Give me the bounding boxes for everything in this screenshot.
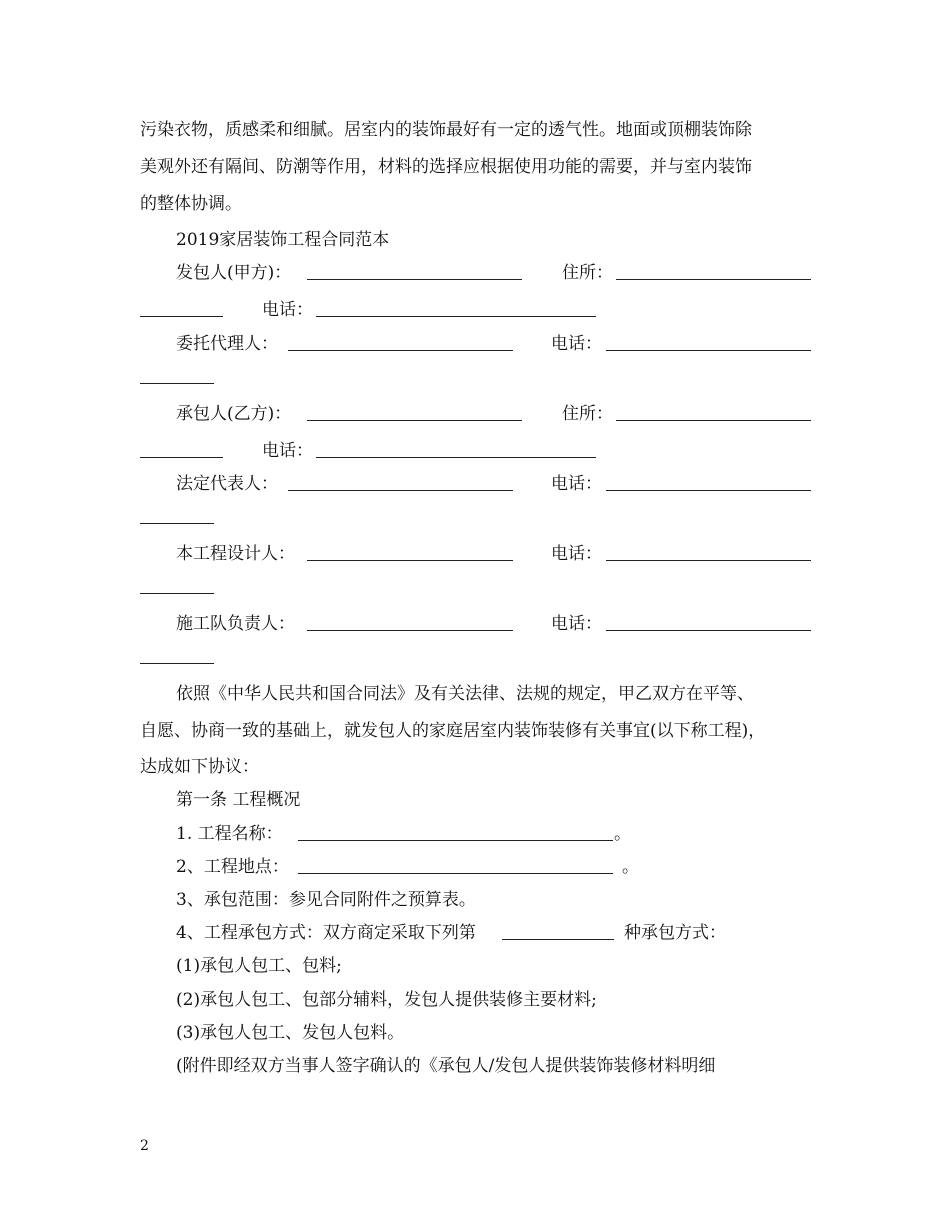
contractor-name-blank[interactable] — [307, 420, 522, 421]
option-line: (1)承包人包工、包料; — [176, 956, 342, 976]
option-line: (3)承包人包工、发包人包料。 — [176, 1023, 405, 1043]
project-location-blank[interactable] — [298, 873, 613, 874]
agent-phone-blank-cont[interactable] — [140, 383, 214, 384]
body-text-line: 污染衣物，质感柔和细腻。居室内的装饰最好有一定的透气性。地面或顶棚装饰除 — [140, 120, 752, 140]
designer-phone-blank[interactable] — [606, 560, 811, 561]
address-label: 住所： — [562, 263, 613, 283]
item-label: 2、工程地点： — [176, 857, 289, 877]
preamble-line: 自愿、协商一致的基础上，就发包人的家庭居室内装饰装修有关事宜(以下称工程)， — [140, 721, 766, 741]
contractor-label: 承包人(乙方)： — [176, 404, 292, 424]
client-address-blank-cont[interactable] — [140, 316, 223, 317]
preamble-line: 达成如下协议： — [140, 757, 259, 777]
client-address-blank[interactable] — [616, 279, 811, 280]
phone-label: 电话： — [551, 614, 602, 634]
designer-phone-blank-cont[interactable] — [140, 593, 214, 594]
client-phone-blank[interactable] — [316, 316, 596, 317]
annex-line: (附件即经双方当事人签字确认的《承包人/发包人提供装饰装修材料明细 — [176, 1056, 716, 1076]
contractor-address-blank[interactable] — [616, 420, 811, 421]
preamble-line: 依照《中华人民共和国合同法》及有关法律、法规的规定，甲乙双方在平等、 — [176, 684, 754, 704]
item-end: 。 — [622, 857, 639, 877]
legal-rep-phone-blank[interactable] — [606, 490, 811, 491]
phone-label: 电话： — [262, 441, 313, 461]
page-number: 2 — [140, 1138, 149, 1154]
phone-label: 电话： — [551, 334, 602, 354]
agent-phone-blank[interactable] — [606, 350, 811, 351]
item-scope: 3、承包范围：参见合同附件之预算表。 — [176, 890, 476, 910]
agent-label: 委托代理人： — [176, 334, 278, 354]
phone-label: 电话： — [551, 544, 602, 564]
agent-name-blank[interactable] — [288, 350, 513, 351]
option-line: (2)承包人包工、包部分辅料，发包人提供装修主要材料; — [176, 990, 597, 1010]
contractor-phone-blank[interactable] — [316, 457, 596, 458]
project-name-blank[interactable] — [298, 840, 613, 841]
item-label: 1. 工程名称： — [176, 824, 283, 844]
foreman-phone-blank-cont[interactable] — [140, 663, 214, 664]
item-end: 。 — [614, 824, 631, 844]
foreman-name-blank[interactable] — [307, 630, 513, 631]
contract-mode-blank[interactable] — [502, 939, 614, 940]
contractor-address-blank-cont[interactable] — [140, 457, 223, 458]
designer-label: 本工程设计人： — [176, 544, 295, 564]
foreman-phone-blank[interactable] — [606, 630, 811, 631]
client-name-blank[interactable] — [307, 279, 522, 280]
phone-label: 电话： — [551, 474, 602, 494]
contract-title: 2019家居装饰工程合同范本 — [176, 230, 390, 250]
legal-rep-name-blank[interactable] — [288, 490, 513, 491]
article-heading: 第一条 工程概况 — [176, 790, 301, 810]
legal-rep-phone-blank-cont[interactable] — [140, 523, 214, 524]
item-label: 4、工程承包方式：双方商定采取下列第 — [176, 923, 476, 943]
legal-rep-label: 法定代表人： — [176, 474, 278, 494]
phone-label: 电话： — [262, 300, 313, 320]
item-end: 种承包方式： — [624, 923, 726, 943]
designer-name-blank[interactable] — [307, 560, 513, 561]
client-label: 发包人(甲方)： — [176, 263, 292, 283]
address-label: 住所： — [562, 404, 613, 424]
foreman-label: 施工队负责人： — [176, 614, 295, 634]
body-text-line: 的整体协调。 — [140, 194, 242, 214]
body-text-line: 美观外还有隔间、防潮等作用，材料的选择应根据使用功能的需要，并与室内装饰 — [140, 157, 752, 177]
